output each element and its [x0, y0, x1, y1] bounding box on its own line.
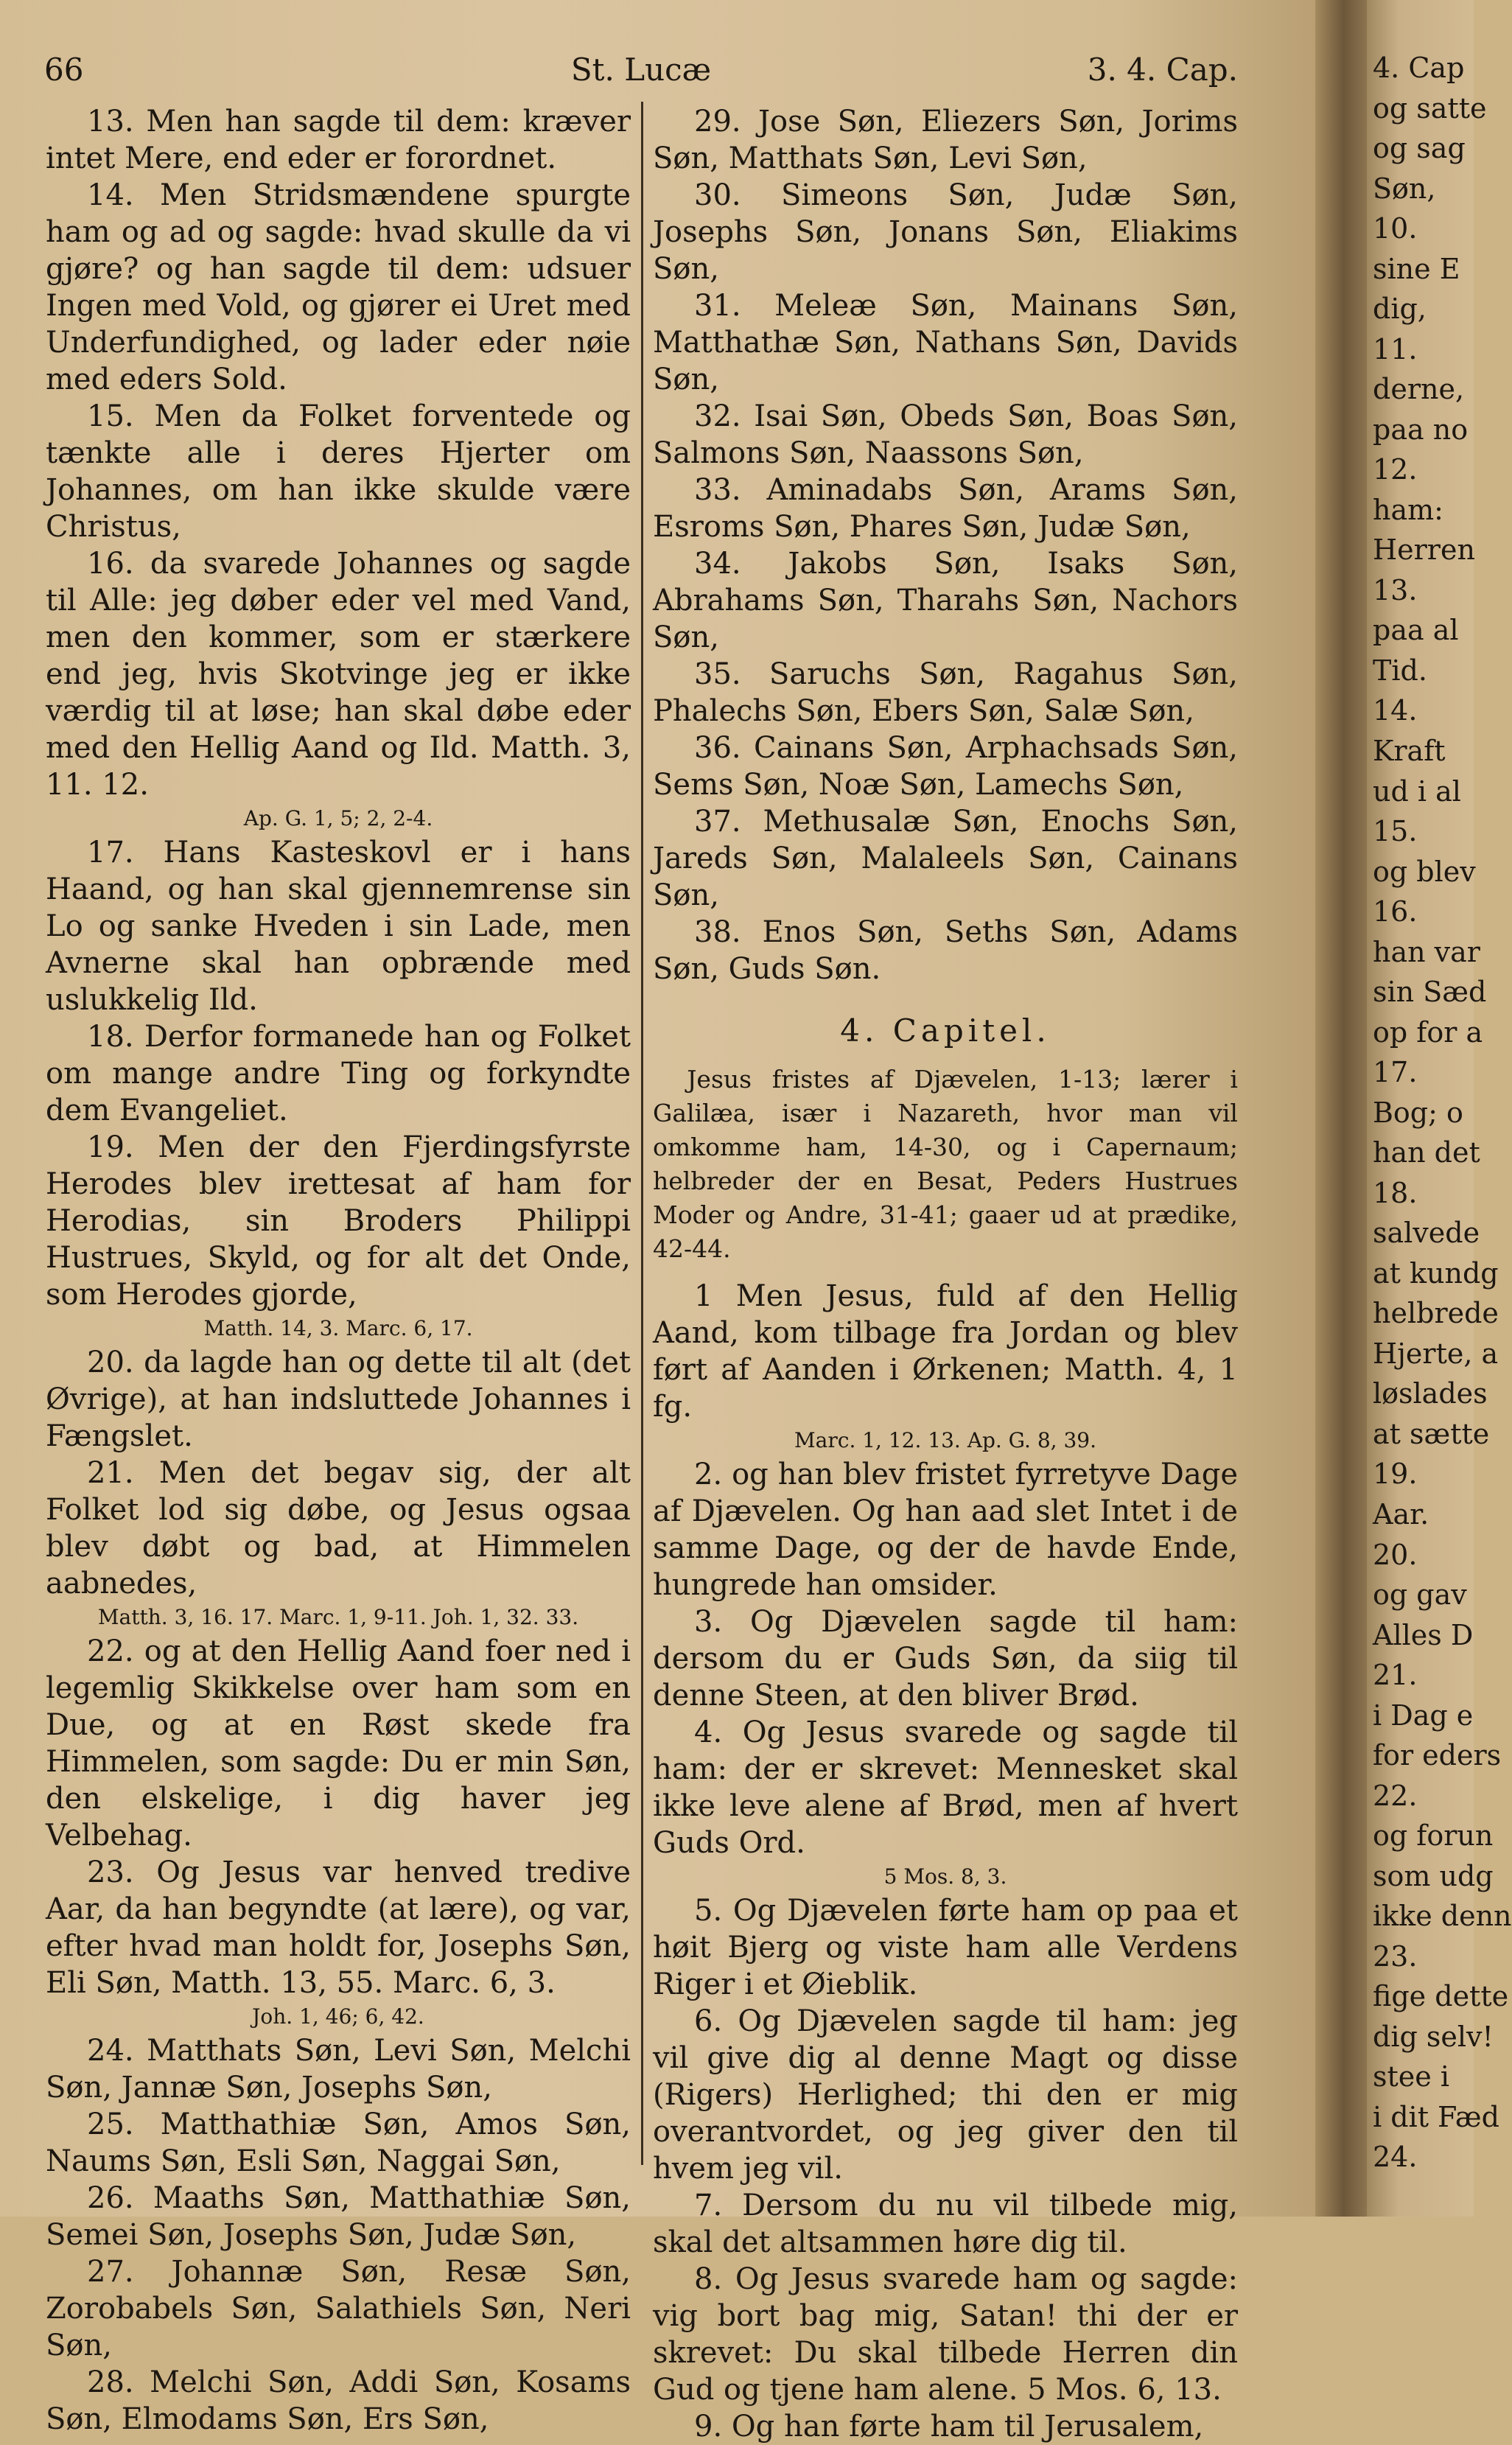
- book-gutter: [1315, 0, 1367, 2217]
- next-page-fragment: 20.: [1373, 1539, 1418, 1571]
- verse: 3. Og Djævelen sagde til ham: dersom du er Guds Søn, da siig til denne Steen, at den bliver Brød.: [653, 1605, 1238, 1713]
- verse: 16. da svarede Johannes og sagde til Alle: jeg døber eder vel med Vand, men den kommer, som er stærkere end jeg, hvis Skotvinge jeg er ikke værdig til at løse; han skal døbe eder med den Hellig Aand og Ild. Matth. 3, 11. 12.: [46, 547, 631, 802]
- next-page-fragment: dig,: [1373, 293, 1427, 325]
- next-page-fragment: ham:: [1373, 494, 1443, 526]
- next-page-fragment: og blev: [1373, 856, 1476, 888]
- next-page-fragment: paa al: [1373, 614, 1459, 646]
- next-page-fragment: Bog; o: [1373, 1096, 1463, 1129]
- next-page-fragment: 12.: [1373, 453, 1418, 486]
- next-page-fragment: 15.: [1373, 815, 1418, 847]
- page-number: 66: [44, 52, 84, 88]
- verse: 2. og han blev fristet fyrretyve Dage af Djævelen. Og han aad slet Intet i de samme Dage, og der de havde Ende, hungrede han omsider.: [653, 1458, 1238, 1602]
- verse: 1 Men Jesus, fuld af den Hellig Aand, kom tilbage fra Jordan og blev ført af Aanden i Ørkenen; Matth. 4, 1 fg.: [653, 1279, 1238, 1424]
- next-page-fragment: og sag: [1373, 132, 1466, 164]
- running-title: St. Lucæ: [570, 52, 712, 88]
- next-page-fragment: 24.: [1373, 2141, 1418, 2173]
- next-page-fragment: at kundg: [1373, 1257, 1499, 1290]
- verse: 33. Aminadabs Søn, Arams Søn, Esroms Søn, Phares Søn, Judæ Søn,: [653, 473, 1238, 544]
- next-page-fragment: at sætte: [1373, 1418, 1490, 1450]
- next-page-fragment: og forun: [1373, 1819, 1494, 1852]
- verse: 21. Men det begav sig, der alt Folket lod sig døbe, og Jesus ogsaa blev døbt og bad, at Himmelen aabnedes,: [46, 1456, 631, 1601]
- next-page-fragment: fige dette: [1373, 1980, 1509, 2012]
- verse: 32. Isai Søn, Obeds Søn, Boas Søn, Salmons Søn, Naassons Søn,: [653, 399, 1238, 470]
- next-page-fragment: sine E: [1373, 253, 1460, 285]
- verse: 18. Derfor formanede han og Folket om mange andre Ting og forkyndte dem Evangeliet.: [46, 1020, 631, 1127]
- verse: 31. Meleæ Søn, Mainans Søn, Matthathæ Søn, Nathans Søn, Davids Søn,: [653, 289, 1238, 396]
- next-page-fragment: 19.: [1373, 1458, 1418, 1490]
- next-page-fragment: som udg: [1373, 1860, 1494, 1892]
- verse: 29. Jose Søn, Eliezers Søn, Jorims Søn, Matthats Søn, Levi Søn,: [653, 105, 1238, 175]
- verse: 5. Og Djævelen førte ham op paa et høit Bjerg og viste ham alle Verdens Riger i et Øieblik.: [653, 1894, 1238, 2001]
- right-text-column: [653, 103, 1238, 2445]
- next-page-fragment: paa no: [1373, 413, 1469, 446]
- next-page-fragment: salvede: [1373, 1217, 1480, 1249]
- next-page-fragment: 18.: [1373, 1177, 1418, 1209]
- next-page-fragment: i dit Fæd: [1373, 2101, 1499, 2133]
- chapter-heading: 4. Capitel.: [840, 1012, 1051, 1049]
- verse: 27. Johannæ Søn, Resæ Søn, Zorobabels Søn, Salathiels Søn, Neri Søn,: [46, 2255, 631, 2362]
- next-page-fragment: helbrede: [1373, 1297, 1499, 1329]
- next-page-fragment: ikke denn: [1373, 1900, 1512, 1932]
- verse: 37. Methusalæ Søn, Enochs Søn, Jareds Søn, Malaleels Søn, Cainans Søn,: [653, 805, 1238, 912]
- verse: 4. Og Jesus svarede og sagde til ham: der er skrevet: Mennesket skal ikke leve alene af Brød, men af hvert Guds Ord.: [653, 1715, 1238, 1860]
- verse: 34. Jakobs Søn, Isaks Søn, Abrahams Søn, Tharahs Søn, Nachors Søn,: [653, 547, 1238, 654]
- verse: 17. Hans Kasteskovl er i hans Haand, og han skal gjennemrense sin Lo og sanke Hveden i sin Lade, men Avnerne skal han opbrænde med uslukkelig Ild.: [46, 836, 631, 1017]
- next-page-fragment: derne,: [1373, 373, 1465, 405]
- next-page-fragment: han var: [1373, 936, 1480, 968]
- cross-reference: Marc. 1, 12. 13. Ap. G. 8, 39.: [794, 1428, 1096, 1452]
- cross-reference: 5 Mos. 8, 3.: [883, 1864, 1007, 1889]
- next-page-fragment: Kraft: [1373, 735, 1446, 767]
- verse: 22. og at den Hellig Aand foer ned i legemlig Skikkelse over ham som en Due, og at en Røst skede fra Himmelen, som sagde: Du er min Søn, den elskelige, i dig haver jeg Velbehag.: [46, 1634, 631, 1853]
- next-page-fragment: 17.: [1373, 1056, 1418, 1088]
- verse: 19. Men der den Fjerdingsfyrste Herodes blev irettesat af ham for Herodias, sin Broders Philippi Hustrues, Skyld, og for alt det Onde, som Herodes gjorde,: [46, 1130, 631, 1312]
- left-text-column: [46, 103, 631, 2438]
- column-divider: [641, 102, 643, 2165]
- next-page-fragment: ud i al: [1373, 775, 1461, 808]
- chapter-indicator: 3. 4. Cap.: [1087, 52, 1238, 88]
- next-page-fragment: for eders: [1373, 1739, 1502, 1771]
- verse: 6. Og Djævelen sagde til ham: jeg vil give dig al denne Magt og disse (Rigers) Herlighed; thi den er mig overantvordet, og jeg giver den til hvem jeg vil.: [653, 2004, 1238, 2186]
- chapter-summary: Jesus fristes af Djævelen, 1-13; lærer i Galilæa, især i Nazareth, hvor man vil omkomme ham, 14-30, og i Capernaum; helbreder der en Besat, Peders Hustrues Moder og Andre, 31-41; gaaer ud at prædike, 42-44.: [653, 1065, 1238, 1263]
- next-page-fragment: i Dag e: [1373, 1699, 1474, 1732]
- verse: 28. Melchi Søn, Addi Søn, Kosams Søn, Elmodams Søn, Ers Søn,: [46, 2365, 631, 2436]
- verse: 20. da lagde han og dette til alt (det Øvrige), at han indsluttede Johannes i Fængslet.: [46, 1346, 631, 1453]
- page-header: [44, 52, 1238, 96]
- verse: 38. Enos Søn, Seths Søn, Adams Søn, Guds Søn.: [653, 915, 1238, 986]
- next-page-fragment: 22.: [1373, 1780, 1418, 1812]
- next-page-fragment: 23.: [1373, 1940, 1418, 1973]
- next-page-fragment: 13.: [1373, 574, 1418, 606]
- verse: 26. Maaths Søn, Matthathiæ Søn, Semei Søn, Josephs Søn, Judæ Søn,: [46, 2181, 631, 2252]
- next-page-fragment: og gav: [1373, 1578, 1467, 1611]
- next-page-fragment: op for a: [1373, 1016, 1483, 1049]
- next-page-fragment: 4. Cap: [1373, 52, 1465, 84]
- verse: 9. Og han førte ham til Jerusalem,: [694, 2410, 1204, 2444]
- next-page-fragment: stee i: [1373, 2060, 1449, 2093]
- next-page-fragment: 21.: [1373, 1659, 1418, 1691]
- verse: 30. Simeons Søn, Judæ Søn, Josephs Søn, Jonans Søn, Eliakims Søn,: [653, 178, 1238, 286]
- next-page-fragment: 16.: [1373, 895, 1418, 928]
- next-page-fragment: Herren: [1373, 534, 1475, 566]
- next-page-fragment: og satte: [1373, 92, 1487, 125]
- verse: 14. Men Stridsmændene spurgte ham og ad og sagde: hvad skulle da vi gjøre? og han sagde til dem: udsuer Ingen med Vold, og gjører ei Uret med Underfundighed, og lader eder nøie med eders Sold.: [46, 178, 631, 396]
- cross-reference: Joh. 1, 46; 6, 42.: [252, 2004, 424, 2029]
- verse: 7. Dersom du nu vil tilbede mig, skal det altsammen høre dig til.: [653, 2189, 1238, 2259]
- verse: 15. Men da Folket forventede og tænkte alle i deres Hjerter om Johannes, om han ikke skulde være Christus,: [46, 399, 631, 544]
- cross-reference: Matth. 14, 3. Marc. 6, 17.: [203, 1316, 473, 1340]
- next-page-fragment: Alles D: [1373, 1619, 1474, 1651]
- verse: 35. Saruchs Søn, Ragahus Søn, Phalechs Søn, Ebers Søn, Salæ Søn,: [653, 657, 1238, 728]
- next-page-fragment: Tid.: [1373, 654, 1427, 687]
- verse: 13. Men han sagde til dem: kræver intet Mere, end eder er forordnet.: [46, 105, 631, 175]
- next-page-fragment: 10.: [1373, 212, 1418, 245]
- next-page-fragment: Hjerte, a: [1373, 1337, 1499, 1370]
- next-page-fragment: Aar.: [1373, 1498, 1429, 1531]
- book-page-right-edge: [1367, 0, 1512, 2217]
- next-page-fragment: 11.: [1373, 333, 1418, 365]
- next-page-fragment: sin Sæd: [1373, 976, 1487, 1008]
- next-page-fragment: 14.: [1373, 694, 1418, 727]
- verse: 36. Cainans Søn, Arphachsads Søn, Sems Søn, Noæ Søn, Lamechs Søn,: [653, 731, 1238, 802]
- cross-reference: Ap. G. 1, 5; 2, 2-4.: [243, 806, 433, 830]
- next-page-fragment: dig selv!: [1373, 2021, 1494, 2053]
- next-page-fragment: han det: [1373, 1136, 1480, 1169]
- next-page-fragment: Søn,: [1373, 172, 1436, 205]
- verse: 8. Og Jesus svarede ham og sagde: vig bort bag mig, Satan! thi der er skrevet: Du skal tilbede Herren din Gud og tjene ham alene. 5 Mos. 6, 13.: [653, 2262, 1238, 2407]
- verse: 25. Matthathiæ Søn, Amos Søn, Naums Søn, Esli Søn, Naggai Søn,: [46, 2108, 631, 2178]
- next-page-fragment: løslades: [1373, 1377, 1488, 1410]
- verse: 24. Matthats Søn, Levi Søn, Melchi Søn, Jannæ Søn, Josephs Søn,: [46, 2034, 631, 2105]
- verse: 23. Og Jesus var henved tredive Aar, da han begyndte (at lære), og var, efter hvad man holdt for, Josephs Søn, Eli Søn, Matth. 13, 55. Marc. 6, 3.: [46, 1855, 631, 2000]
- cross-reference: Matth. 3, 16. 17. Marc. 1, 9-11. Joh. 1, 32. 33.: [97, 1605, 579, 1629]
